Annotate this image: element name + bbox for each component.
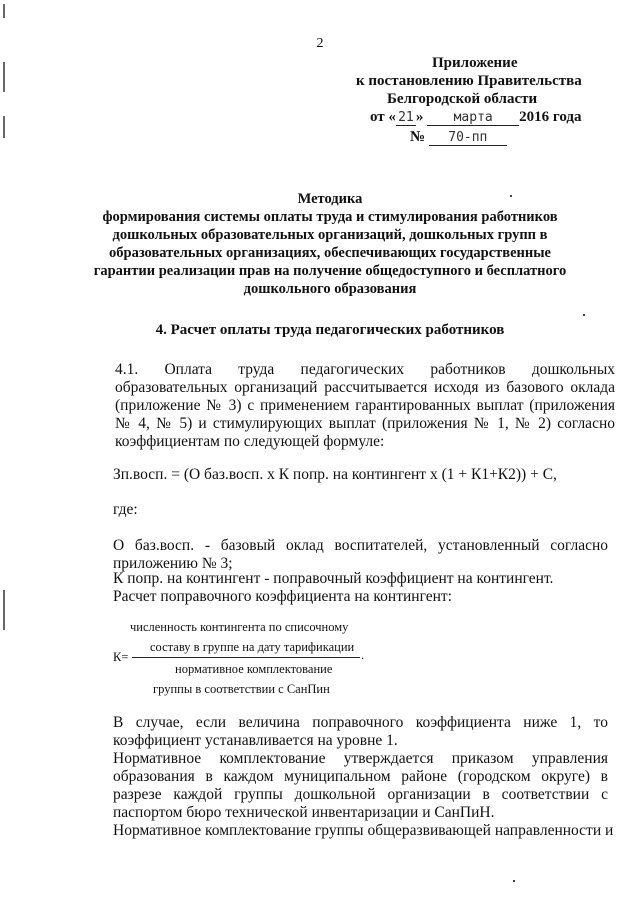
fraction-denominator-2: группы в соответствии с СанПин: [153, 682, 330, 696]
calc-intro: Расчет поправочного коэффициента на контингент:: [113, 588, 452, 605]
title-line-4: образовательных организациях, обеспечивающих государственные: [109, 245, 551, 261]
fraction-trail: .: [361, 648, 365, 662]
appendix-date: [370, 108, 582, 127]
salary-formula: Зп.восп. = (О баз.восп. х К попр. на контингент х (1 + К1+К2)) + С,: [113, 466, 557, 483]
definition-k: К попр. на контингент - поправочный коэффициент на контингент.: [113, 570, 554, 587]
section-heading: 4. Расчет оплаты труда педагогических работников: [155, 322, 505, 338]
scan-edge-mark: [3, 4, 5, 18]
paragraph-4-1: [115, 361, 615, 451]
date-month: марта: [427, 110, 519, 126]
number-label: №: [410, 129, 426, 145]
date-day: 21: [396, 110, 416, 126]
appendix-line-2: к постановлению Правительства: [356, 73, 582, 89]
fraction-k-label: К=: [113, 650, 129, 664]
fraction-bar: [132, 657, 360, 658]
number-value: 70-пп: [429, 130, 507, 146]
appendix-line-3: Белгородской области: [387, 91, 538, 107]
where-label: где:: [113, 501, 138, 518]
appendix-number: [410, 128, 507, 147]
paragraph-group: [113, 822, 614, 840]
paragraph-threshold: [113, 714, 608, 750]
title-line-2: формирования системы оплаты труда и стимулирования работников: [102, 209, 558, 225]
date-mid: »: [415, 109, 424, 125]
scan-speck: [513, 880, 515, 882]
scan-edge-mark: [3, 590, 5, 630]
paragraph-staffing-text: Нормативное комплектование утверждается приказом управления образования в каждом муниципальном районе (городском округе) в разрезе каждой группы дошкольной организации в соответствии с паспортом бюро технической инвентаризации и СанПиН.: [113, 750, 608, 821]
appendix-line-1: Приложение: [432, 55, 518, 71]
scan-speck: [583, 314, 585, 316]
definition-o: О баз.восп. - базовый оклад воспитателей, установленный согласно приложению № 3;: [113, 537, 608, 572]
title-line-3: дошкольных образовательных организаций, дошкольных групп в: [112, 227, 548, 243]
date-prefix: от «: [370, 109, 396, 125]
title-line-1: Методика: [297, 191, 363, 207]
paragraph-4-1-text: 4.1. Оплата труда педагогических работников дошкольных образовательных организаций рассчитывается исходя из базового оклада (приложение № 3) с применением гарантированных выплат (приложения № 4, № 5) и стимулирующих выплат (приложения № 1, № 2) согласно коэффициентам по следующей формуле:: [115, 361, 615, 450]
scan-edge-mark: [3, 62, 5, 92]
scan-speck: [510, 195, 512, 197]
paragraph-staffing: [113, 750, 608, 822]
scan-edge-mark: [3, 116, 5, 138]
fraction-numerator-1: численность контингента по списочному: [130, 620, 349, 634]
paragraph-threshold-text: В случае, если величина поправочного коэффициента ниже 1, то коэффициент устанавливается на уровне 1.: [113, 714, 608, 749]
title-line-6: дошкольного образования: [243, 281, 417, 297]
fraction-denominator-1: нормативное комплектование: [175, 662, 333, 676]
page-number: 2: [316, 36, 324, 51]
date-year: 2016 года: [519, 109, 582, 125]
paragraph-group-text: Нормативное комплектование группы общеразвивающей направленности и: [113, 822, 614, 839]
fraction-numerator-2: составу в группе на дату тарификации: [150, 640, 355, 654]
title-line-5: гарантии реализации прав на получение общедоступного и бесплатного: [93, 263, 567, 279]
